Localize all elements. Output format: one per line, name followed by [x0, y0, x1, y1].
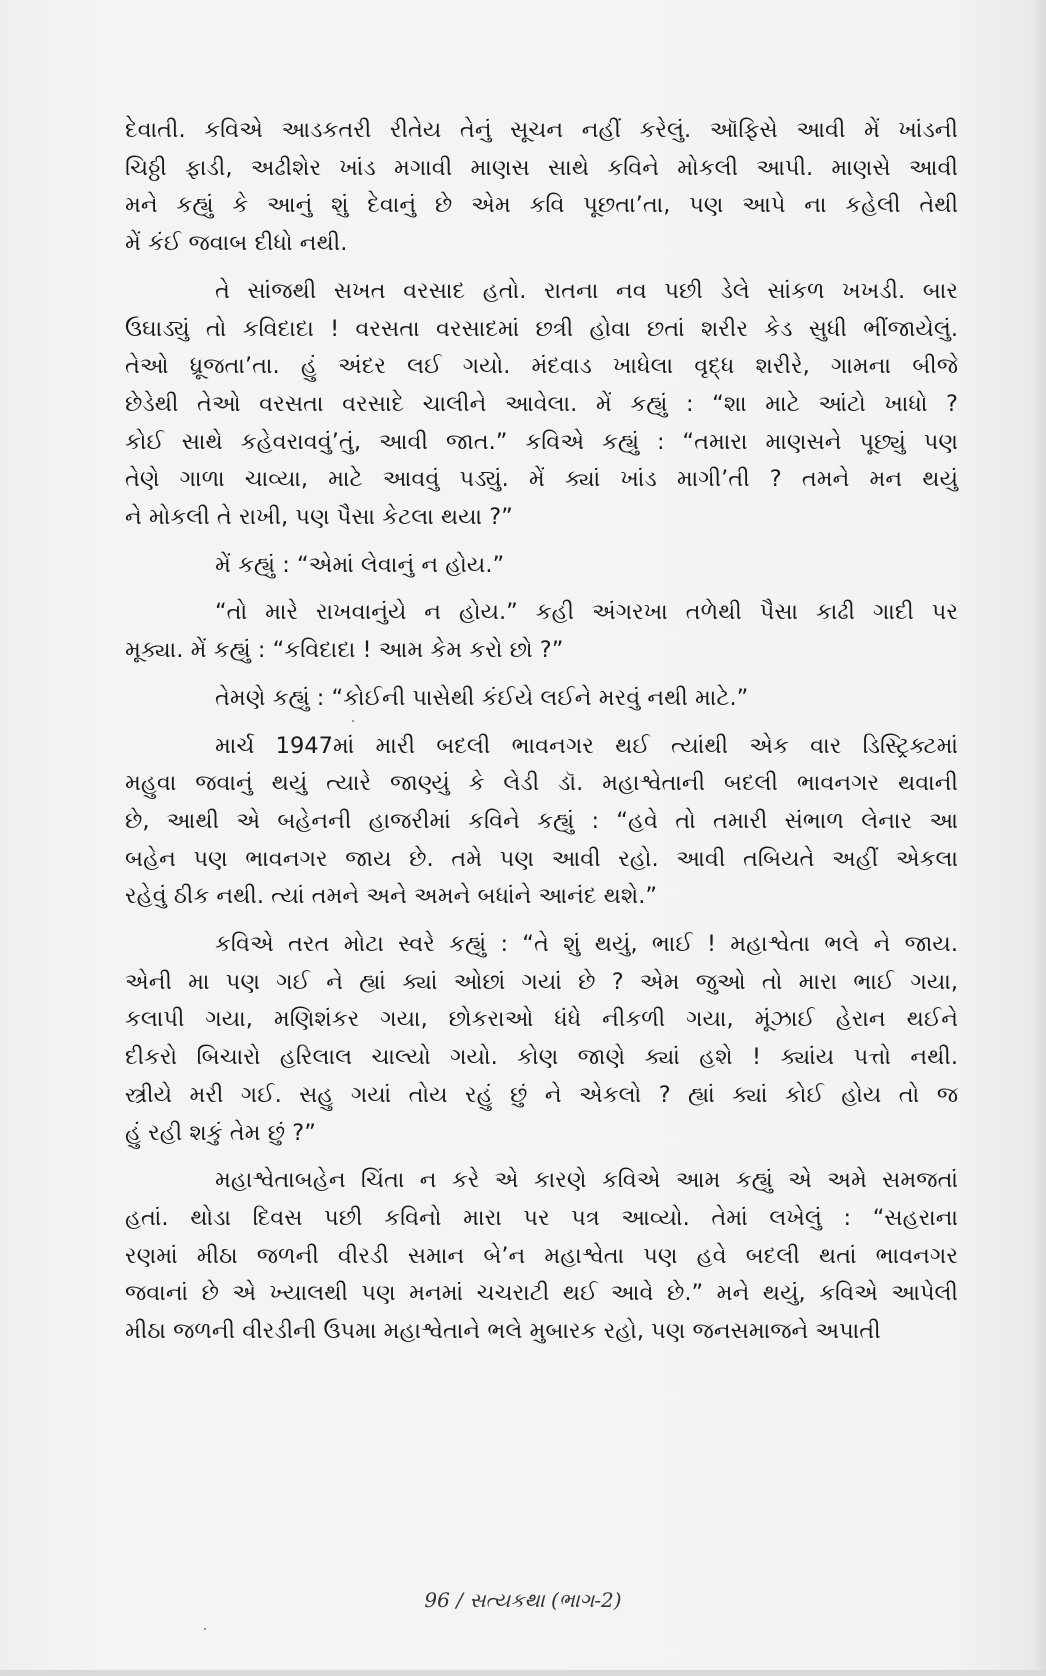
text-line: મહુવા જવાનું થયું ત્યારે જાણ્યું કે લેડી ડૉ. મહાશ્વેતાની બદલી ભાવનગર થવાની	[125, 770, 958, 797]
text-line: મૂક્યા. મેં કહ્યું : “કવિદાદા ! આમ કેમ કરો છો ?”	[125, 637, 564, 664]
text-line: છે, આથી એ બહેનની હાજરીમાં કવિને કહ્યું : “હવે તો તમારી સંભાળ લેનાર આ	[125, 807, 958, 834]
text-line: હતાં. થોડા દિવસ પછી કવિનો મારા પર પત્ર આવ્યો. તેમાં લખેલું : “સહરાના	[125, 1204, 958, 1231]
paragraph	[125, 594, 958, 669]
text-line: દેવાતી. કવિએ આડકતરી રીતેય તેનું સૂચન નહીં કરેલું. ઑફિસે આવી મેં ખાંડની	[125, 117, 958, 143]
page-footer: 96 / સત્યકથા (ભાગ-2)	[424, 1588, 622, 1612]
text-line: ને મોકલી તે રાખી, પણ પૈસા કેટલા થયા ?”	[125, 504, 513, 531]
text-line: તે સાંજથી સખત વરસાદ હતો. રાતના નવ પછી ડેલે સાંકળ ખખડી. બાર	[215, 277, 958, 304]
page-edge-shadow	[1032, 0, 1046, 1676]
paper-speck	[352, 720, 354, 722]
text-line: રણમાં મીઠા જળની વીરડી સમાન બે’ન મહાશ્વેતા પણ હવે બદલી થતાં ભાવનગર	[125, 1242, 958, 1269]
text-line: ઉઘાડ્યું તો કવિદાદા ! વરસતા વરસાદમાં છત્રી હોવા છતાં શરીર કેડ સુધી ભીંજાયેલું.	[125, 315, 958, 342]
text-line: મીઠા જળની વીરડીની ઉપમા મહાશ્વેતાને ભલે મુબારક રહો, પણ જનસમાજને અપાતી	[125, 1318, 881, 1345]
paragraph	[125, 273, 958, 537]
text-line: છેડેથી તેઓ વરસતા વરસાદે ચાલીને આવેલા. મેં કહ્યું : “શા માટે આંટો ખાધો ?	[125, 390, 958, 417]
paragraph	[125, 547, 958, 585]
text-line: સ્ત્રીયે મરી ગઈ. સહુ ગયાં તોય રહું છું ને એકલો ? હ્યાં ક્યાં કોઈ હોય તો જ	[125, 1081, 958, 1108]
text-line: તેઓ ધ્રૂજતા’તા. હું અંદર લઈ ગયો. મંદવાડ ખાધેલા વૃદ્ધ શરીરે, ગામના બીજે	[125, 353, 958, 380]
text-line: “તો મારે રાખવાનુંયે ન હોય.” કહી અંગરખા તળેથી પૈસા કાઢી ગાદી પર	[215, 599, 958, 626]
text-line: કવિએ તરત મોટા સ્વરે કહ્યું : “તે શું થયું, ભાઈ ! મહાશ્વેતા ભલે ને જાય.	[215, 931, 958, 958]
paper-speck	[204, 1628, 206, 1630]
text-line: હું રહી શકું તેમ છું ?”	[125, 1119, 316, 1146]
paragraph	[125, 1162, 958, 1351]
text-line: ચિઠ્ઠી ફાડી, અઢીશેર ખાંડ મગાવી માણસ સાથે કવિને મોકલી આપી. માણસે આવી	[125, 154, 958, 181]
text-line: મહાશ્વેતાબહેન ચિંતા ન કરે એ કારણે કવિએ આમ કહ્યું એ અમે સમજતાં	[215, 1167, 958, 1194]
text-line: તેમણે કહ્યું : “કોઈની પાસેથી કંઈયે લઈને મરવું નથી માટે.”	[215, 684, 749, 711]
text-line: મને કહ્યું કે આનું શું દેવાનું છે એમ કવિ પૂછતા’તા, પણ આપે ના કહેલી તેથી	[125, 192, 958, 219]
body-text	[125, 112, 958, 1361]
paragraph	[125, 112, 958, 263]
text-line: બહેન પણ ભાવનગર જાય છે. તમે પણ આવી રહો. આવી તબિયતે અહીં એકલા	[125, 845, 958, 872]
text-line: એની મા પણ ગઈ ને હ્યાં ક્યાં ઓછાં ગયાં છે ? એમ જુઓ તો મારા ભાઈ ગયા,	[125, 968, 958, 995]
scan-bottom-strip	[0, 1670, 1046, 1676]
text-line: મેં કંઈ જવાબ દીધો નથી.	[125, 230, 348, 257]
text-line: રહેવું ઠીક નથી. ત્યાં તમને અને અમને બધાંને આનંદ થશે.”	[125, 883, 658, 910]
text-line: મેં કહ્યું : “એમાં લેવાનું ન હોય.”	[215, 551, 505, 578]
paragraph	[125, 926, 958, 1152]
text-line: માર્ચ 1947માં મારી બદલી ભાવનગર થઈ ત્યાંથી એક વાર ડિસ્ટ્રિક્ટમાં	[215, 732, 958, 759]
text-line: જવાનાં છે એ ખ્યાલથી પણ મનમાં ચચરાટી થઈ આવે છે.” મને થયું, કવિએ આપેલી	[125, 1280, 958, 1307]
paragraph	[125, 680, 958, 718]
text-line: કોઈ સાથે કહેવરાવવું’તું, આવી જાત.” કવિએ કહ્યું : “તમારા માણસને પૂછ્યું પણ	[125, 428, 958, 455]
text-line: તેણે ગાળા ચાવ્યા, માટે આવવું પડ્યું. મેં ક્યાં ખાંડ માગી’તી ? તમને મન થયું	[125, 466, 958, 493]
text-line: દીકરો બિચારો હરિલાલ ચાલ્યો ગયો. કોણ જાણે ક્યાં હશે ! ક્યાંય પત્તો નથી.	[125, 1044, 958, 1071]
text-line: કલાપી ગયા, મણિશંકર ગયા, છોકરાઓ ધંધે નીકળી ગયા, મૂંઝાઈ હેરાન થઈને	[125, 1006, 958, 1033]
paragraph	[125, 728, 958, 917]
